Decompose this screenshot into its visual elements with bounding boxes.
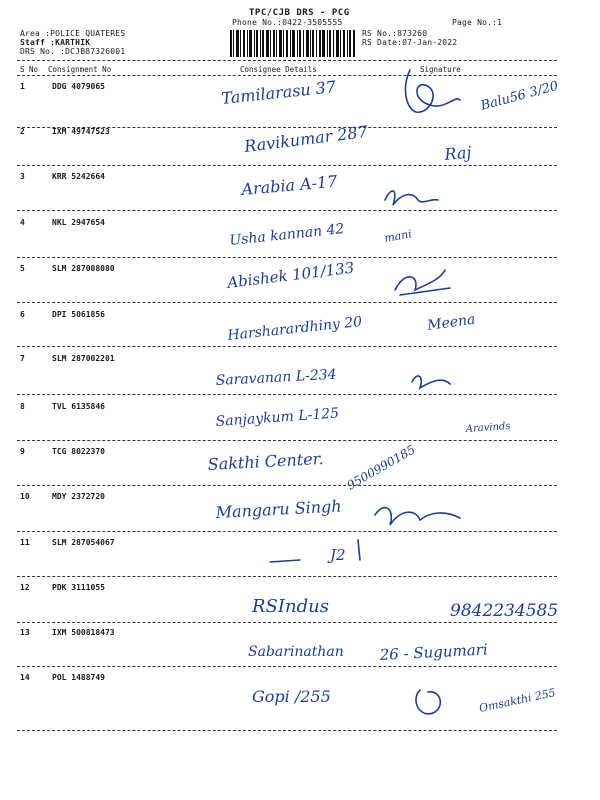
signature: Meena <box>426 311 477 334</box>
signature: 26 - Sugumari <box>379 640 489 664</box>
area-label: Area :POLICE QUATERES <box>20 29 126 38</box>
rs-number: RS No.:873260 <box>362 29 428 38</box>
row-divider <box>17 666 557 667</box>
consignment-number: SLM 287008080 <box>52 264 115 273</box>
row-number: 12 <box>20 583 30 592</box>
signature: mani <box>383 227 413 245</box>
row-number: 13 <box>20 628 30 637</box>
consignee-name: Tamilarasu 37 <box>220 77 337 108</box>
row-divider <box>17 622 557 623</box>
consignee-name: Gopi /255 <box>252 687 331 706</box>
column-header-signature: Signature <box>420 65 461 74</box>
column-header-sno: S No <box>20 65 39 74</box>
row-divider <box>17 346 557 347</box>
row-divider <box>17 440 557 441</box>
row-number: 3 <box>20 172 25 181</box>
rs-date: RS Date:07-Jan-2022 <box>362 38 458 47</box>
header-divider-top <box>17 60 557 61</box>
row-number: 8 <box>20 402 25 411</box>
signature: Raj <box>443 142 473 164</box>
column-header-consignee: Consignee Details <box>240 65 317 74</box>
consignee-name: Sanjaykum L-125 <box>215 405 340 430</box>
header-divider-bottom <box>17 75 557 76</box>
signature: 9500990185 <box>344 442 418 493</box>
row-number: 10 <box>20 492 30 501</box>
consignment-number: SLM 287002201 <box>52 354 115 363</box>
consignment-number: IXM 49747523 <box>52 127 110 136</box>
column-header-consignment: Consignment No <box>48 65 112 74</box>
consignment-number: KRR 5242664 <box>52 172 105 181</box>
consignee-name: Usha kannan 42 <box>228 221 346 249</box>
row-divider <box>17 485 557 486</box>
row-divider <box>17 394 557 395</box>
row-number: 7 <box>20 354 25 363</box>
row-divider <box>17 210 557 211</box>
consignee-name: Mangaru Singh <box>215 496 343 522</box>
row-divider <box>17 531 557 532</box>
row-number: 6 <box>20 310 25 319</box>
row-number: 4 <box>20 218 25 227</box>
row-number: 1 <box>20 82 25 91</box>
page-number: Page No.:1 <box>452 18 503 27</box>
consignee-name: Sabarinathan <box>248 644 344 660</box>
signature: Aravinds <box>465 420 511 435</box>
row-divider <box>17 165 557 166</box>
row-divider <box>17 576 557 577</box>
consignee-name: Saravanan L-234 <box>215 366 337 389</box>
drs-number: DRS No. :DCJB87326001 <box>20 47 126 56</box>
row-divider <box>17 302 557 303</box>
consignment-number: MDY 2372720 <box>52 492 105 501</box>
row-number: 11 <box>20 538 30 547</box>
consignment-number: IXM 500818473 <box>52 628 115 637</box>
signature: Omsakthi 255 <box>477 686 557 715</box>
row-number: 5 <box>20 264 25 273</box>
signature-scribbles <box>270 70 460 714</box>
row-divider <box>17 730 557 731</box>
staff-label: Staff :KARTHIK <box>20 38 91 47</box>
consignee-name: Harsharardhiny 20 <box>226 313 363 344</box>
consignment-number: POL 1488749 <box>52 673 105 682</box>
consignee-name: Arabia A-17 <box>240 171 339 199</box>
row-divider <box>17 257 557 258</box>
consignment-number: DPI 5061856 <box>52 310 105 319</box>
row-number: 9 <box>20 447 25 456</box>
consignee-name: Abishek 101/133 <box>226 258 356 292</box>
signature: 9842234585 <box>450 601 559 621</box>
consignment-number: SLM 287054067 <box>52 538 115 547</box>
row-number: 2 <box>20 127 25 136</box>
consignee-name: Ravikumar 287 <box>243 121 369 156</box>
consignment-number: DDG 4079065 <box>52 82 105 91</box>
signature: Balu56 3/20 <box>479 78 561 114</box>
consignment-number: PDK 3111055 <box>52 583 105 592</box>
consignee-name: J2 <box>330 546 346 564</box>
document-title: TPC/CJB DRS - PCG <box>249 8 350 18</box>
consignment-number: TVL 6135846 <box>52 402 105 411</box>
barcode <box>230 30 355 57</box>
consignment-number: TCG 8022370 <box>52 447 105 456</box>
consignee-name: Sakthi Center. <box>207 448 325 474</box>
row-number: 14 <box>20 673 30 682</box>
phone-number: Phone No.:0422-3505555 <box>232 18 343 27</box>
consignment-number: NKL 2947654 <box>52 218 105 227</box>
consignee-name: RSIndus <box>252 596 329 617</box>
